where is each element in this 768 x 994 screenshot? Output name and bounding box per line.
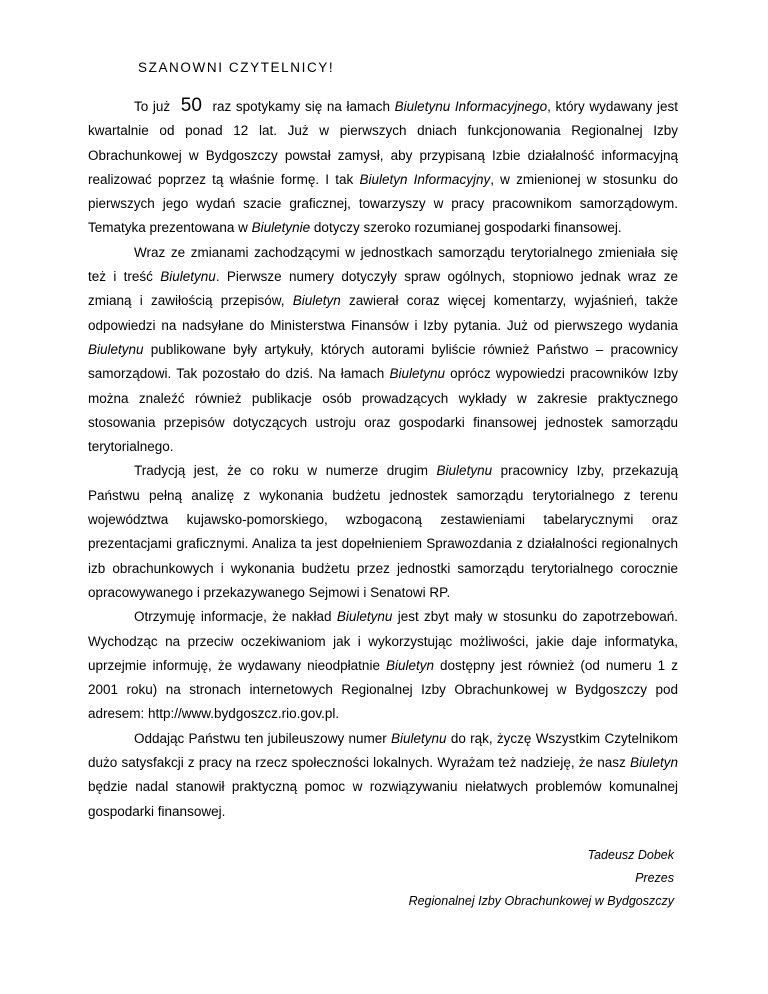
p4-text-a: Otrzymuję informacje, że nakład: [134, 609, 332, 625]
p1-text-b: raz spotykamy się na łamach: [212, 99, 391, 114]
bulletin-title: Biuletynu Informacyjnego: [394, 99, 548, 114]
paragraph-5: [88, 727, 678, 824]
p2-bulletin-4: Biuletynu: [389, 366, 446, 382]
paragraph-3: [88, 459, 678, 605]
p5-text-c: będzie nadal stanowił praktyczną pomoc w rozwiązywaniu niełatwych problemów komunalnej gospodarki finansowej.: [88, 779, 678, 819]
paragraph-1: [88, 94, 678, 241]
p3-bulletin-1: Biuletynu: [436, 463, 493, 479]
p4-text-c: dostępny jest również (od numeru 1 z 2001 roku) na stronach internetowych Regionalnej Izby Obrachunkowej w Bydgoszczy pod adresem: http://www.bydgoszcz.rio.gov.pl.: [88, 657, 678, 722]
p2-text-e: oprócz wypowiedzi pracowników Izby można znaleźć również publikacje osób prowadzących wykłady w zakresie praktycznego stosowania przepisów dotyczących ustroju oraz gospodarki finansowej jednostek samorządu terytorialnego.: [88, 366, 678, 455]
p5-bulletin-2: Biuletyn: [629, 755, 678, 771]
p5-text-a: Oddając Państwu ten jubileuszowy numer: [134, 730, 387, 746]
p2-bulletin-3: Biuletynu: [88, 341, 144, 357]
p1-text-c: , który wydawany jest kwartalnie od ponad 12 lat. Już w pierwszych dniach funkcjonowania Regionalnej Izby Obrachunkowej w Bydgoszczy powstał zamysł, aby przypisaną Izbie działalność informacyjną realizować poprzez tą właśnie formę. I tak: [88, 99, 678, 187]
paragraph-4: [88, 605, 678, 726]
signature-role: Prezes: [635, 871, 674, 885]
jubilee-number: 50: [180, 95, 202, 116]
p2-bulletin-2: Biuletyn: [292, 293, 341, 309]
p1-text-d: , w zmienionej w stosunku do pierwszych jego wydań szacie graficznej, towarzyszy w pracy pracownikom samorządowym. Tematyka prezentowana w: [88, 171, 678, 236]
p2-text-a: Wraz ze zmianami zachodzącymi w jednostkach samorządu terytorialnego zmieniała się też i treść: [88, 244, 678, 285]
p2-text-b: . Pierwsze numery dotyczyły spraw ogólnych, stopniowo jednak wraz ze zmianą i zawiłością przepisów,: [88, 269, 679, 309]
letter-body: [88, 58, 678, 824]
p4-bulletin-2: Biuletyn: [385, 657, 434, 673]
signature-name: Tadeusz Dobek: [587, 848, 674, 862]
p2-bulletin-1: Biuletynu: [160, 269, 216, 285]
p2-text-c: zawierał coraz więcej komentarzy, wyjaśnień, także odpowiedzi na nadsyłane do Ministerstwa Finansów i Izby pytania. Już od pierwszego wydania: [88, 293, 678, 333]
bulletin-title-3: Biuletynie: [251, 220, 311, 236]
p2-text-d: publikowane były artykuły, których autorami byliście również Państwo – pracownicy samorządowi. Tak pozostało do dziś. Na łamach: [88, 341, 678, 382]
p1-text-a: To już: [134, 99, 171, 114]
p5-bulletin-1: Biuletynu: [391, 730, 447, 746]
p5-text-b: do rąk, życzę Wszystkim Czytelnikom dużo satysfakcji z pracy na rzecz społeczności lokalnych. Wyrażam też nadzieję, że nasz: [88, 730, 678, 771]
salutation: SZANOWNI CZYTELNICY!: [138, 60, 335, 75]
signature-block: [409, 844, 674, 913]
signature-org: Regionalnej Izby Obrachunkowej w Bydgoszczy: [408, 894, 674, 908]
paragraph-2: [88, 241, 678, 460]
p1-text-e: dotyczy szeroko rozumianej gospodarki finansowej.: [313, 220, 622, 236]
p3-text-b: pracownicy Izby, przekazują Państwu pełną analizę z wykonania budżetu jednostek samorządu terytorialnego z terenu województwa kujawsko-pomorskiego, wzbogaconą zestawieniami tabelarycznymi oraz prezentacjami graficznymi. Analiza ta jest dopełnieniem Sprawozdania z działalności regionalnych izb obrachunkowych i wykonania budżetu przez jednostki samorządu terytorialnego corocznie opracowywanego i przekazywanego Sejmowi i Senatowi RP.: [88, 463, 678, 600]
p4-bulletin-1: Biuletynu: [336, 609, 393, 625]
p4-text-b: jest zbyt mały w stosunku do zapotrzebowań. Wychodząc na przeciw oczekiwaniom jak i wykorzystując możliwości, jakie daje informatyka, uprzejmie informuję, że wydawany nieodpłatnie: [88, 609, 678, 673]
bulletin-title-2: Biuletyn Informacyjny: [359, 171, 491, 187]
p3-text-a: Tradycją jest, że co roku w numerze drugim: [134, 463, 429, 479]
